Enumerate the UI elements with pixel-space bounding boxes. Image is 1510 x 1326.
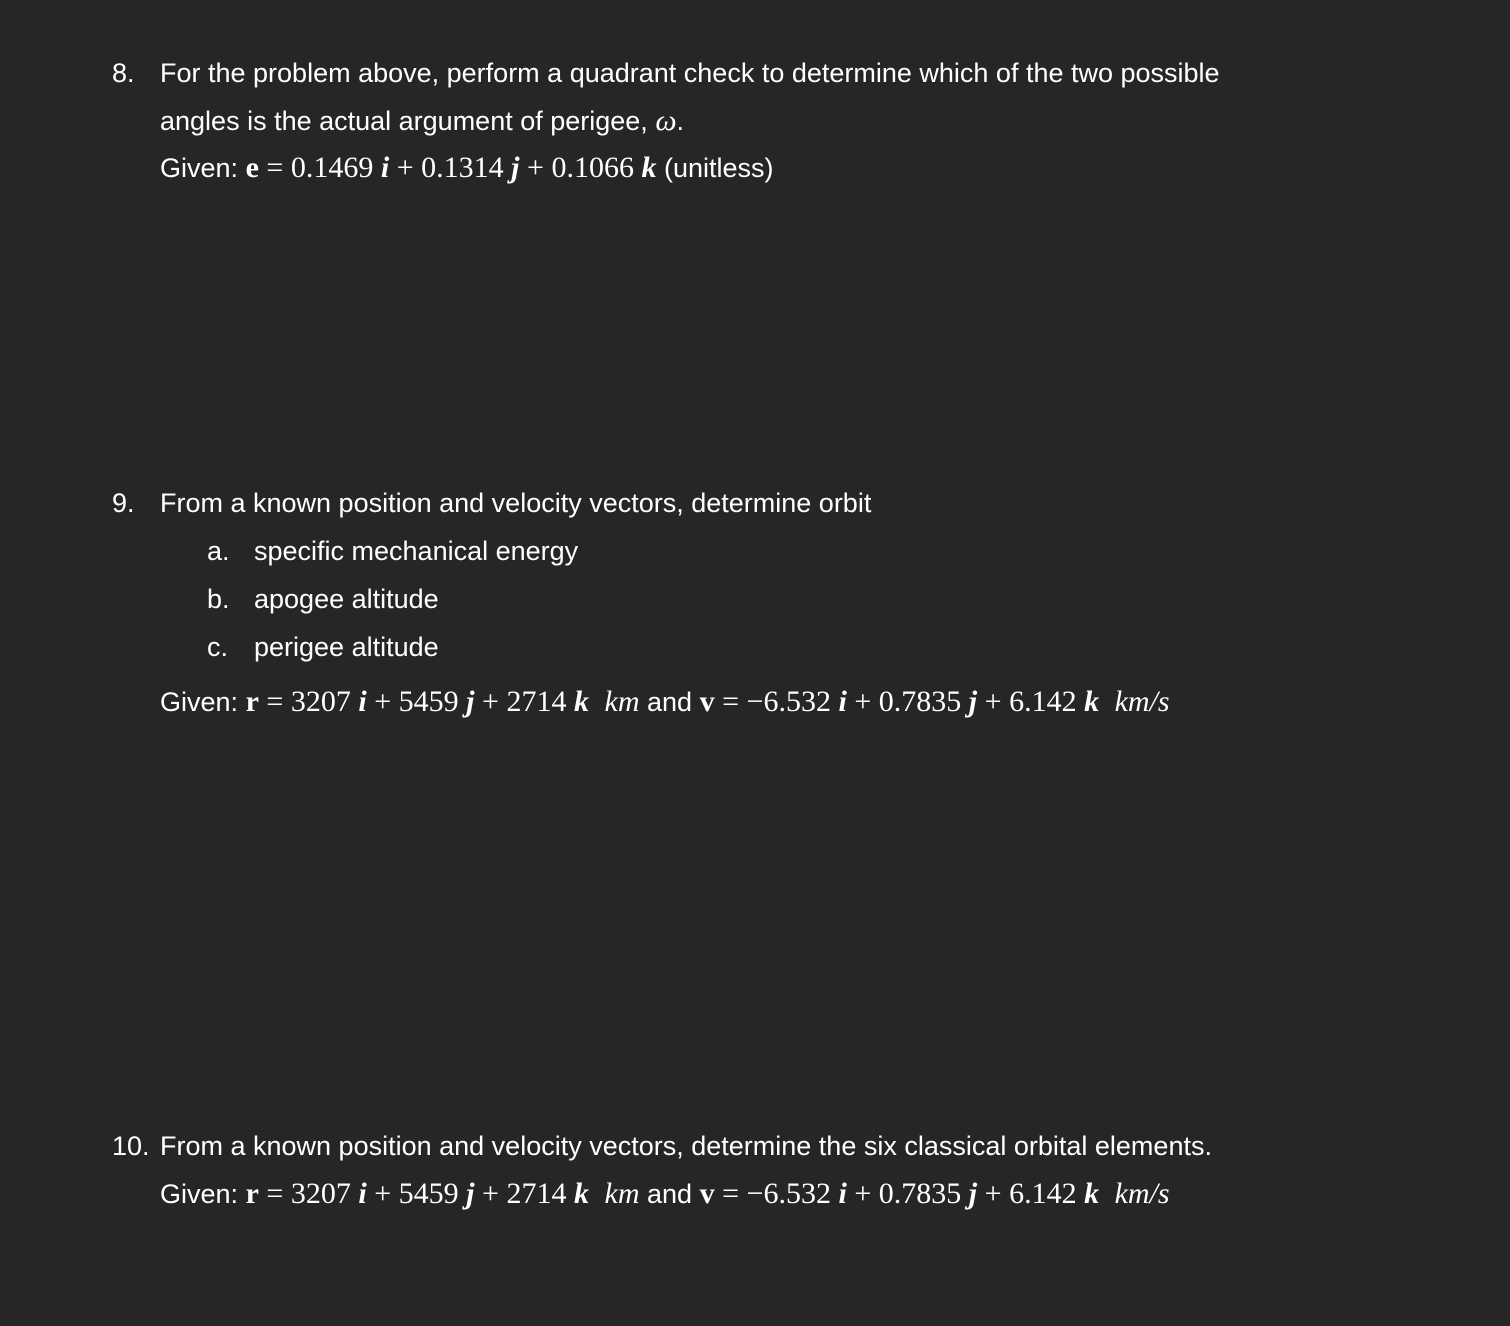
list-item: specific mechanical energy	[254, 536, 579, 566]
question-8-given: Given: e = 0.1469 i + 0.1314 j + 0.1066 k (unitless)	[160, 151, 774, 184]
question-10-number: 10.	[112, 1131, 150, 1161]
question-9-text: From a known position and velocity vectors, determine orbit	[160, 488, 872, 518]
v-vector-symbol: v	[699, 1177, 715, 1210]
question-8-number: 8.	[112, 58, 135, 88]
question-10-text: From a known position and velocity vectors, determine the six classical orbital elements.	[160, 1131, 1212, 1161]
r-vector-symbol: r	[245, 1177, 259, 1210]
question-9-number: 9.	[112, 488, 135, 518]
given-label: Given:	[160, 1179, 239, 1209]
list-item: perigee altitude	[254, 632, 439, 662]
list-item-letter: c.	[207, 632, 229, 662]
e-vector-symbol: e	[245, 151, 259, 184]
question-8-text-line2: angles is the actual argument of perigee, ω.	[160, 104, 685, 137]
list-item-letter: a.	[207, 536, 230, 566]
question-9-given: Given: r = 3207 i + 5459 j + 2714 k km and v = −6.532 i + 0.7835 j + 6.142 k km/s	[160, 685, 1170, 718]
r-vector-symbol: r	[245, 685, 259, 718]
question-8-text-line1: For the problem above, perform a quadrant check to determine which of the two possible	[160, 58, 1220, 88]
list-item-letter: b.	[207, 584, 230, 614]
omega-symbol: ω	[655, 104, 677, 137]
unit-label: (unitless)	[664, 153, 774, 183]
list-item: apogee altitude	[254, 584, 439, 614]
question-10-given: Given: r = 3207 i + 5459 j + 2714 k km and v = −6.532 i + 0.7835 j + 6.142 k km/s	[160, 1177, 1170, 1210]
given-label: Given:	[160, 153, 239, 183]
given-label: Given:	[160, 687, 239, 717]
v-vector-symbol: v	[699, 685, 715, 718]
